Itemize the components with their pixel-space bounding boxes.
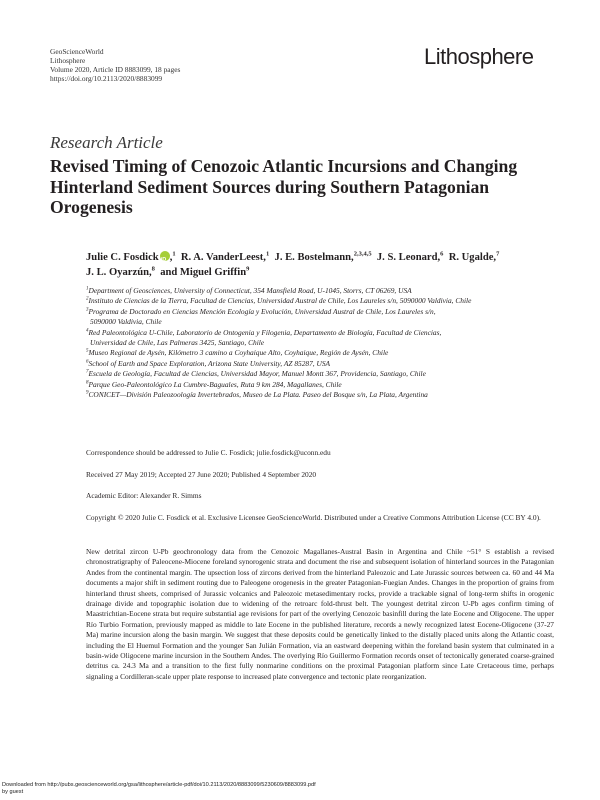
download-url[interactable]: Downloaded from http://pubs.geoscienceworld.org/gsa/lithosphere/article-pdf/doi/10.2113/2020/8883099/5230609/8883099.pdf bbox=[2, 782, 316, 788]
author-affiliation-sup: 1 bbox=[265, 250, 270, 258]
affiliation-number: 5 bbox=[86, 348, 89, 354]
affiliation-number: 6 bbox=[86, 359, 89, 365]
affiliation-item bbox=[86, 348, 556, 358]
affiliation-item bbox=[86, 359, 556, 369]
publication-dates: Received 27 May 2019; Accepted 27 June 2020; Published 4 September 2020 bbox=[86, 470, 317, 479]
author-affiliation-sup: 1 bbox=[172, 250, 176, 258]
author-affiliation-sup: 9 bbox=[246, 265, 250, 273]
author-name[interactable]: R. A. VanderLeest, bbox=[180, 252, 266, 263]
author-name[interactable]: and Miguel Griffin bbox=[160, 267, 247, 278]
author-affiliation-sup: 8 bbox=[151, 265, 155, 273]
affiliation-number: 7 bbox=[86, 369, 89, 375]
journal-info-line: Lithosphere bbox=[50, 56, 86, 65]
affiliation-item bbox=[86, 286, 556, 296]
author-name[interactable]: J. S. Leonard, bbox=[376, 252, 441, 263]
affiliation-text: Museo Regional de Aysén, Kilómetro 3 camino a Coyhaique Alto, Coyhaique, Región de Aysén, Chile bbox=[88, 348, 389, 358]
journal-info-line: GeoScienceWorld bbox=[50, 47, 104, 56]
affiliation-text: Department of Geosciences, University of Connecticut, 354 Mansfield Road, U-1045, Storrs, CT 06269, USA bbox=[88, 286, 412, 295]
abstract-text: New detrital zircon U-Pb geochronology data from the Cenozoic Magallanes-Austral Basin in Argentina and Chile ~51° S establish a revised chronostratigraphy of Paleocene-Miocene foreland synorogenic strata and document the rise and subsequent isolation of hinterland sources in the Patagonian Andes from the continental margin. The upsection loss of zircons derived from the hinterland Paleozoic and Late Jurassic sources between ca. 60 and 44 Ma documents a major shift in sediment routing due to Paleogene orogenesis in the greater Patagonian-Fuegian Andes. Changes in the proportion of grains from hinterland thrust sheets, comprised of Jurassic volcanics and Paleozoic metasedimentary rocks, provide a trackable signal of long-term shifts in orogenic drainage divide and topographic isolation due to widening of the retroarc fold-thrust belt. The youngest detrital zircon U-Pb ages confirm timing of Maastrichtian-Eocene strata but require substantial age revisions for part of the overlying Cenozoic basinfill during the late Eocene and Oligocene. The upper Río Turbio Formation, previously mapped as middle to late Eocene in the published literature, records a newly recognized latest Eocene-Oligocene (37-27 Ma) marine incursion along the basin margin. We suggest that these deposits could be genetically linked to the distally placed units along the Atlantic coast, including the El Huemul Formation and the younger San Julián Formation, via an eastward deepening within the foreland basin system that culminated in a basin-wide Oligocene marine incursion in the Southern Andes. The overlying Río Guillermo Formation records onset of tectonically generated coarse-grained detritus ca. 24.3 Ma and a transition to the first fully nonmarine conditions on the proximal Patagonian platform since Late Cretaceous time, perhaps signaling a Cordilleran-scale upper plate response to increased plate convergence and tectonic plate reorganization. bbox=[86, 547, 554, 681]
orcid-icon[interactable] bbox=[160, 251, 170, 261]
author-affiliation-sup: 6 bbox=[440, 250, 444, 258]
author-name[interactable]: J. L. Oyarzún, bbox=[86, 267, 152, 278]
copyright-notice: Copyright © 2020 Julie C. Fosdick et al. Exclusive Licensee GeoScienceWorld. Distributed under a Creative Commons Attribution License (CC BY 4.0). bbox=[86, 513, 541, 522]
journal-info-line: Volume 2020, Article ID 8883099, 18 pages bbox=[50, 65, 181, 74]
author-name[interactable]: J. E. Bostelmann, bbox=[274, 252, 354, 263]
author-name[interactable]: R. Ugalde, bbox=[448, 252, 497, 263]
correspondence-line: Correspondence should be addressed to Julie C. Fosdick; julie.fosdick@uconn.edu bbox=[86, 448, 331, 457]
academic-editor: Academic Editor: Alexander R. Simms bbox=[86, 491, 202, 500]
affiliation-number: 3 bbox=[86, 307, 89, 313]
affiliation-number: 9 bbox=[86, 390, 89, 396]
affiliation-text-continued: 5090000 Valdivia, Chile bbox=[90, 317, 162, 327]
affiliation-number: 8 bbox=[86, 380, 89, 386]
download-note: by guest bbox=[2, 789, 24, 795]
doi-link[interactable]: https://doi.org/10.2113/2020/8883099 bbox=[50, 74, 163, 83]
affiliation-item bbox=[86, 380, 556, 390]
affiliation-item bbox=[86, 307, 556, 328]
article-title-text: Revised Timing of Cenozoic Atlantic Incursions and Changing Hinterland Sediment Sources during Southern Patagonian Orogenesis bbox=[50, 156, 518, 217]
affiliation-item bbox=[86, 328, 556, 349]
affiliation-text: Parque Geo-Paleontológico La Cumbre-Baguales, Ruta 9 km 284, Magallanes, Chile bbox=[88, 379, 342, 389]
affiliation-text: Instituto de Ciencias de la Tierra, Facultad de Ciencias, Universidad Austral de Chile, Los Laureles s/n, 5090000 Valdivia, Chile bbox=[88, 296, 472, 306]
affiliation-number: 2 bbox=[86, 296, 89, 302]
journal-info bbox=[50, 47, 180, 83]
article-type: Research Article bbox=[50, 133, 163, 152]
affiliation-text-continued: Universidad de Chile, Las Palmeras 3425, Santiago, Chile bbox=[90, 338, 265, 348]
article-title bbox=[50, 156, 550, 218]
affiliation-number: 4 bbox=[86, 328, 89, 334]
author-affiliation-sup: 2,3,4,5 bbox=[353, 250, 372, 258]
affiliation-item bbox=[86, 369, 556, 379]
journal-logo: Lithosphere bbox=[424, 44, 534, 69]
author-name[interactable]: Julie C. Fosdick bbox=[86, 252, 159, 263]
affiliation-number: 1 bbox=[86, 286, 89, 292]
affiliation-text: Escuela de Geología, Facultad de Ciencias, Universidad Mayor, Manuel Montt 367, Providencia, Santiago, Chile bbox=[88, 369, 426, 379]
affiliation-item bbox=[86, 390, 556, 400]
affiliation-list bbox=[86, 286, 556, 400]
affiliation-text: Red Paleontológica U-Chile, Laboratorio de Ontogenia y Filogenia, Departamento de Biología, Facultad de Ciencias, bbox=[88, 327, 442, 337]
download-footer bbox=[2, 782, 592, 796]
affiliation-text: School of Earth and Space Exploration, Arizona State University, AZ 85287, USA bbox=[88, 358, 331, 368]
author-list: Julie C. FosdickiD ,$^1$ R. A. VanderLeest,$^1$ J. E. Bostelmann,$^{2,3,4,5}$ J. S. Leonard,$^6$ R. Ugalde,$^7$ J. L. Oyarzún,$^8$ and Miguel Griffin$^9$ bbox=[86, 250, 556, 280]
author-affiliation-sup: 7 bbox=[496, 250, 500, 258]
affiliation-item bbox=[86, 296, 556, 306]
affiliation-text: CONICET—División Paleozoología Invertebrados, Museo de La Plata. Paseo del Bosque s/n, La Plata, Argentina bbox=[88, 390, 428, 400]
affiliation-text: Programa de Doctorado en Ciencias Mención Ecología y Evolución, Universidad Austral de Chile, Los Laureles s/n, bbox=[88, 306, 436, 316]
